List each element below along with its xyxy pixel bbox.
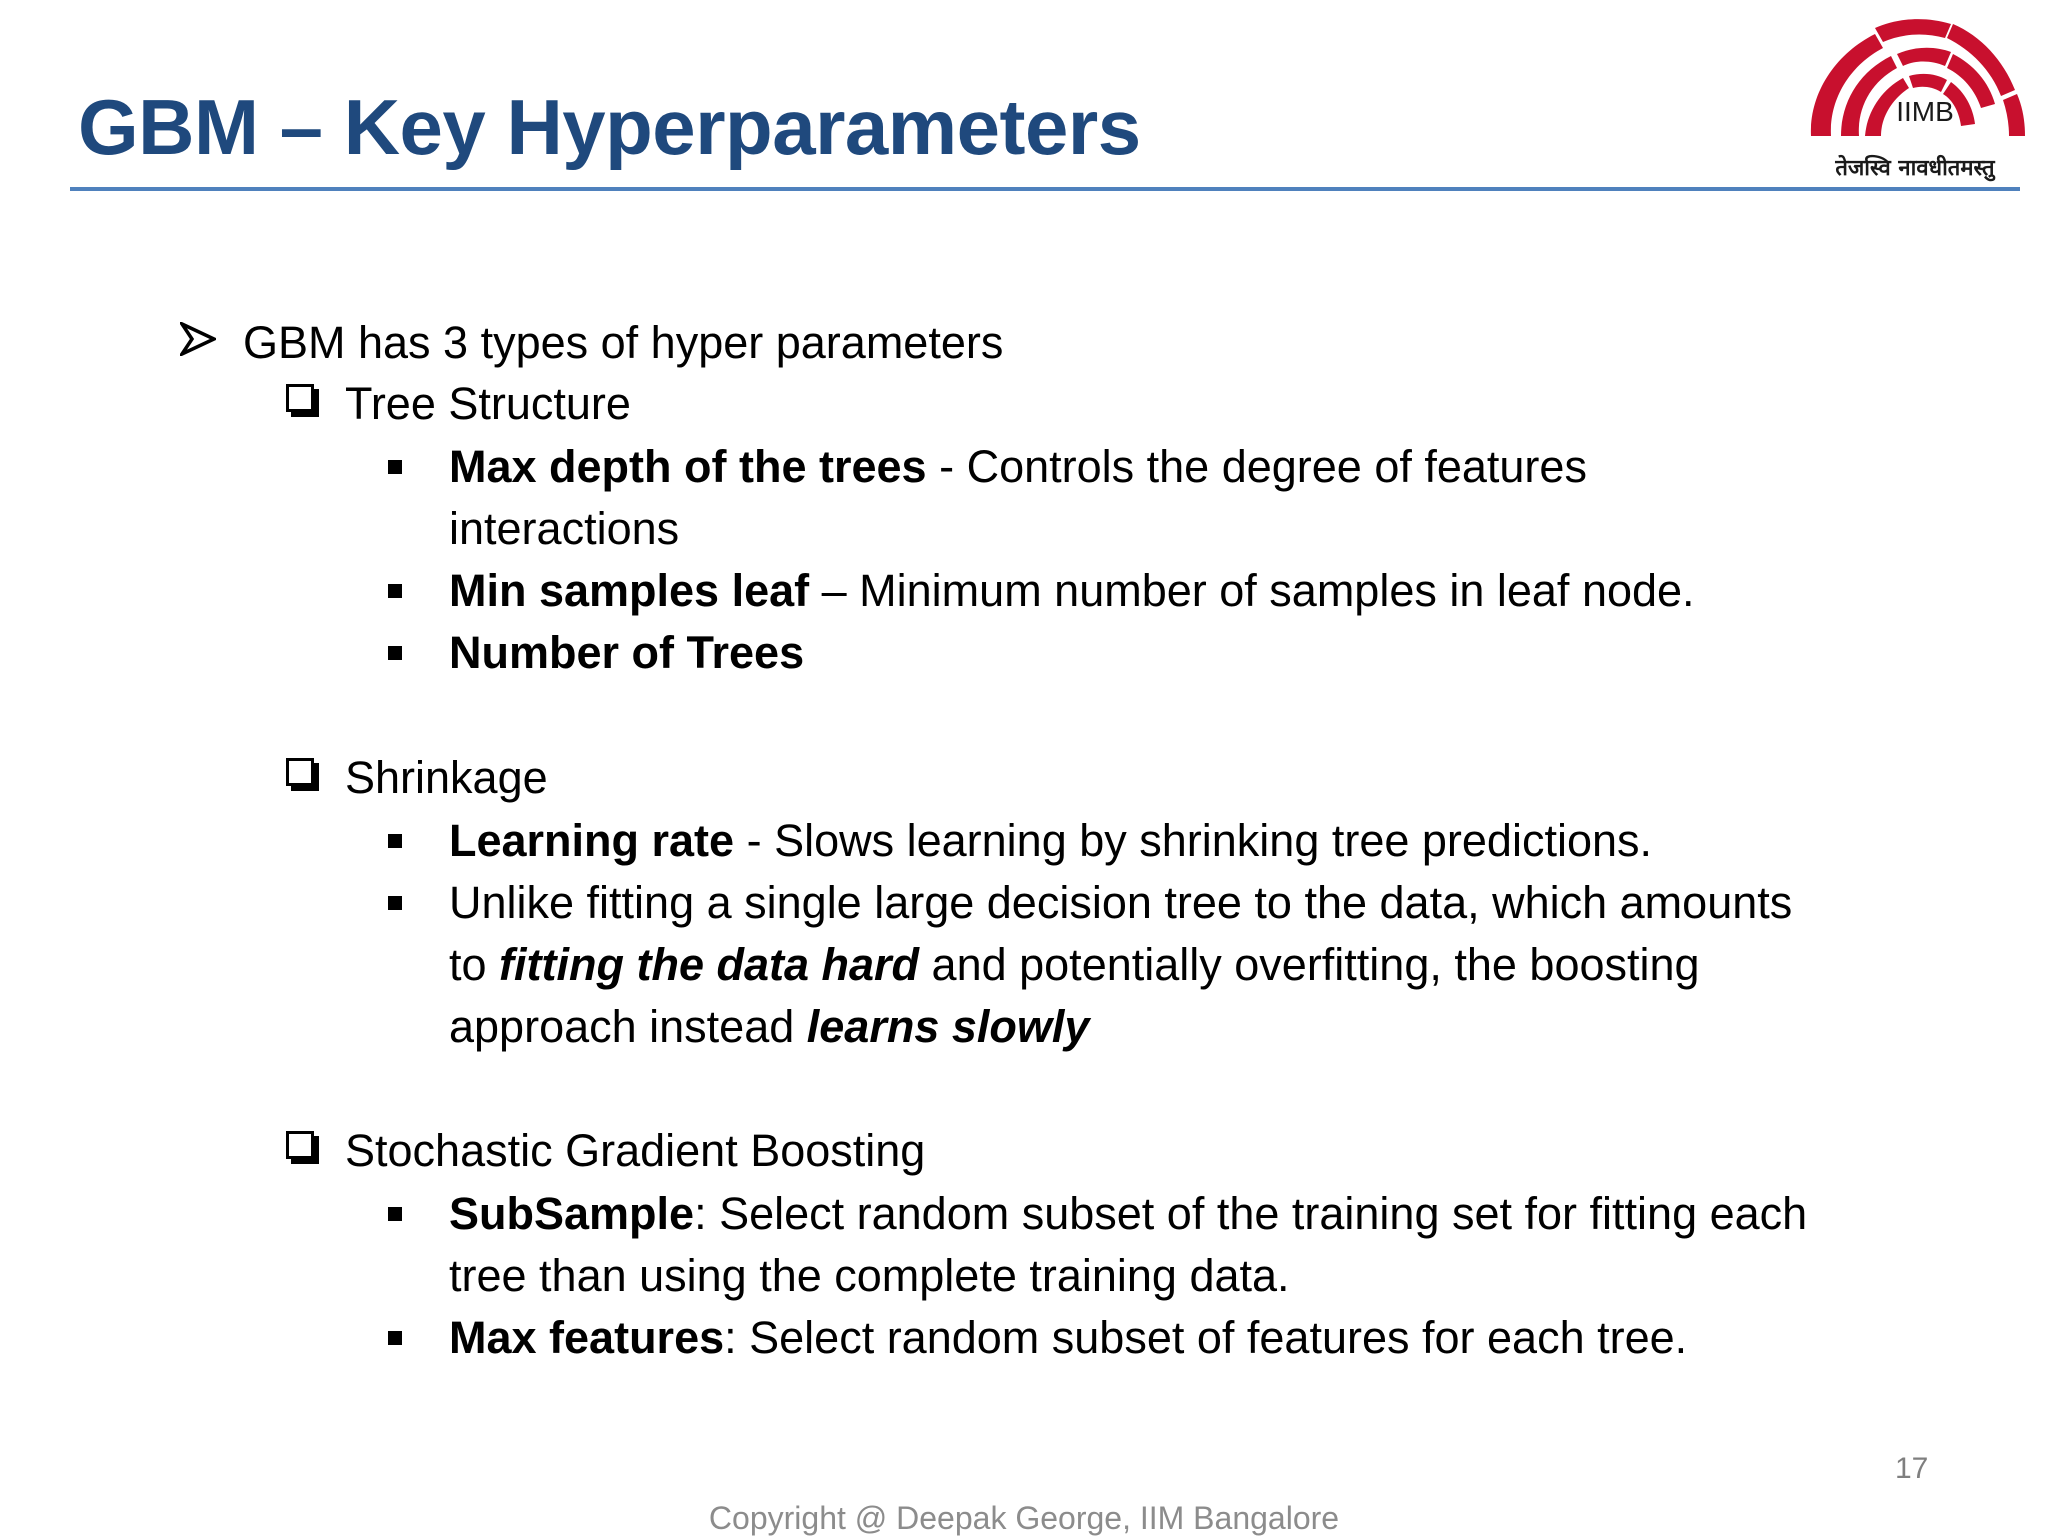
section-heading-shrinkage: Shrinkage	[345, 752, 548, 803]
description: : Select random subset of features for each tree.	[724, 1312, 1688, 1363]
term: Max features	[449, 1312, 725, 1363]
term: SubSample	[449, 1188, 695, 1239]
checkbox-bullet-icon	[286, 1131, 314, 1159]
list-item-continuation: tree than using the complete training data.	[449, 1250, 1290, 1301]
list-item-continuation	[449, 934, 1700, 996]
list-item	[449, 1183, 1807, 1245]
term: Min samples leaf	[449, 565, 810, 616]
list-item-continuation: interactions	[449, 503, 680, 554]
list-item	[449, 810, 1652, 872]
list-item-continuation	[449, 996, 1089, 1058]
list-item	[449, 622, 804, 684]
list-item: Unlike fitting a single large decision tree to the data, which amounts	[449, 877, 1793, 928]
list-item	[449, 560, 1695, 622]
square-bullet-icon	[388, 460, 402, 474]
intro-bullet: GBM has 3 types of hyper parameters	[243, 317, 1004, 368]
description: - Slows learning by shrinking tree predictions.	[734, 815, 1653, 866]
square-bullet-icon	[388, 584, 402, 598]
arrow-bullet-icon	[180, 322, 216, 356]
logo-motto: तेजस्वि नावधीतमस्तु	[1835, 156, 1995, 181]
text-run: and potentially overfitting, the boosting	[919, 939, 1700, 990]
section-heading-stochastic-gradient-boosting: Stochastic Gradient Boosting	[345, 1125, 926, 1176]
section-heading-tree-structure: Tree Structure	[345, 378, 631, 429]
square-bullet-icon	[388, 646, 402, 660]
emphasis: fitting the data hard	[499, 939, 920, 990]
logo-wordmark: IIMB	[1896, 96, 1954, 127]
term: Max depth of the trees	[449, 441, 927, 492]
checkbox-bullet-icon	[286, 758, 314, 786]
square-bullet-icon	[388, 834, 402, 848]
copyright-footer: Copyright @ Deepak George, IIM Bangalore	[708, 1500, 1340, 1536]
square-bullet-icon	[388, 896, 402, 910]
square-bullet-icon	[388, 1207, 402, 1221]
square-bullet-icon	[388, 1331, 402, 1345]
emphasis: learns slowly	[806, 1001, 1090, 1052]
text-run: to	[449, 939, 500, 990]
list-item	[449, 1307, 1687, 1369]
text-run: approach instead	[449, 1001, 807, 1052]
title-underline	[70, 187, 2020, 191]
slide-title: GBM – Key Hyperparameters	[78, 83, 1141, 171]
term: Learning rate	[449, 815, 735, 866]
list-item	[449, 436, 1587, 498]
checkbox-bullet-icon	[286, 384, 314, 412]
description: - Controls the degree of features	[926, 441, 1587, 492]
iimb-logo	[1805, 14, 2027, 186]
iimb-sun-rays-icon	[1805, 14, 2027, 154]
description: : Select random subset of the training set for fitting each	[694, 1188, 1808, 1239]
page-number: 17	[1895, 1452, 1929, 1485]
term: Number of Trees	[449, 627, 805, 678]
description: – Minimum number of samples in leaf node.	[809, 565, 1695, 616]
